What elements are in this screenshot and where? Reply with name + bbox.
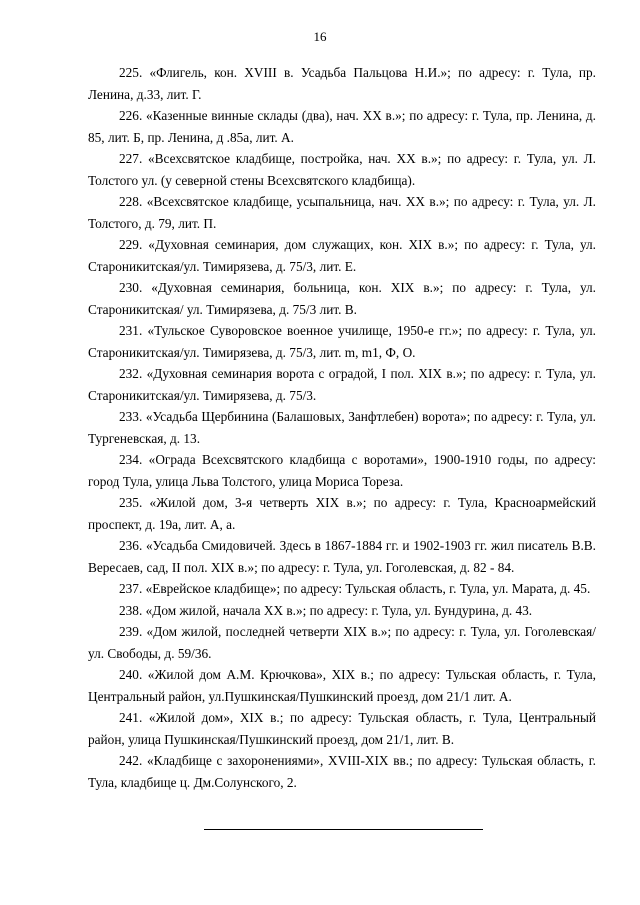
- page-number: 16: [313, 29, 327, 44]
- entry-number: 229.: [119, 237, 143, 252]
- entry-number: 239.: [119, 624, 143, 639]
- entry-text: «Жилой дом, 3-я четверть XIX в.»; по адресу: г. Тула, Красноармейский проспект, д. 19а, лит. А, а.: [88, 495, 597, 532]
- list-item: [88, 62, 596, 105]
- entry-text: «Жилой дом А.М. Крючкова», XIX в.; по адресу: Тульская область, г. Тула, Центральный район, ул.Пушкинская/Пушкинский проезд, дом 21/1 лит. А.: [88, 667, 597, 704]
- entry-text: «Духовная семинария, дом служащих, кон. XIX в.»; по адресу: г. Тула, ул. Староникитская/ул. Тимирязева, д. 75/3, лит. Е.: [88, 237, 597, 274]
- entry-number: 225.: [119, 65, 143, 80]
- list-item: [88, 535, 596, 578]
- list-item: [88, 234, 596, 277]
- list-item: [88, 277, 596, 320]
- list-item: [88, 320, 596, 363]
- entry-number: 236.: [119, 538, 143, 553]
- entry-number: 237.: [119, 581, 143, 596]
- entry-number: 238.: [119, 602, 143, 618]
- entry-text: «Ограда Всехсвятского кладбища с воротами», 1900-1910 годы, по адресу: город Тула, улица Льва Толстого, улица Мориса Тореза.: [88, 452, 596, 489]
- list-item: [88, 406, 596, 449]
- entry-number: 227.: [119, 151, 143, 166]
- entry-number: 232.: [119, 366, 143, 381]
- entry-text: «Флигель, кон. XVIII в. Усадьба Пальцова Н.И.»; по адресу: г. Тула, пр. Ленина, д.33, лит. Г.: [88, 65, 596, 102]
- entry-number: 230.: [119, 280, 143, 295]
- entry-text: «Дом жилой, последней четверти XIX в.»; по адресу: г. Тула, ул. Гоголевская/ ул. Свободы, д. 59/36.: [88, 624, 596, 661]
- entry-text: «Духовная семинария, больница, кон. XIX в.»; по адресу: г. Тула, ул. Староникитская/ ул. Тимирязева, д. 75/3 лит. В.: [88, 280, 597, 317]
- entry-text: «Еврейское кладбище»; по адресу: Тульская область, г. Тула, ул. Марата, д. 45.: [145, 581, 591, 596]
- list-item: [88, 363, 596, 406]
- entry-text: «Кладбище с захоронениями», XVIII-XIX вв.; по адресу: Тульская область, г. Тула, кладбище ц. Дм.Солунского, 2.: [88, 753, 596, 790]
- list-item: [88, 148, 596, 191]
- entry-text: «Духовная семинария ворота с оградой, I пол. XIX в.»; по адресу: г. Тула, ул. Староникитская/ул. Тимирязева, д. 75/3.: [88, 366, 597, 403]
- entry-text: «Всехсвятское кладбище, постройка, нач. XX в.»; по адресу: г. Тула, ул. Л. Толстого ул. (у северной стены Всехсвятского кладбища).: [88, 151, 596, 188]
- entry-number: 242.: [119, 753, 143, 768]
- list-item: [88, 449, 596, 492]
- entry-text: «Казенные винные склады (два), нач. XX в.»; по адресу: г. Тула, пр. Ленина, д. 85, лит. Б, пр. Ленина, д .85а, лит. А.: [88, 108, 596, 145]
- entry-text: «Жилой дом», XIX в.; по адресу: Тульская область, г. Тула, Центральный район, улица Пушкинская/Пушкинский проезд, дом 21/1, лит. В.: [88, 710, 596, 747]
- list-item: [88, 492, 596, 535]
- footer-separator-line: [204, 829, 483, 830]
- list-item: [88, 664, 596, 707]
- entry-number: 233.: [119, 409, 143, 424]
- list-item: [88, 105, 596, 148]
- entry-text: «Усадьба Щербинина (Балашовых, Занфтлебен) ворота»; по адресу: г. Тула, ул. Тургеневская, д. 13.: [88, 409, 596, 446]
- list-item: [88, 707, 596, 750]
- entry-number: 235.: [119, 495, 143, 510]
- entry-number: 226.: [119, 108, 143, 123]
- list-item: [88, 191, 596, 234]
- list-item: [88, 750, 596, 793]
- list-item: [88, 621, 596, 664]
- entry-text: «Тульское Суворовское военное училище, 1950-е гг.»; по адресу: г. Тула, ул. Староникитская/ул. Тимирязева, д. 75/3, лит. m, m1, Ф, О.: [88, 323, 596, 360]
- entry-text: «Дом жилой, начала XX в.»; по адресу: г. Тула, ул. Бундурина, д. 43.: [145, 602, 533, 618]
- entry-number: 228.: [119, 194, 143, 209]
- list-item: [88, 578, 596, 600]
- list-item: [88, 600, 596, 622]
- entry-number: 240.: [119, 667, 143, 682]
- entry-number: 234.: [119, 452, 143, 467]
- entry-number: 231.: [119, 323, 143, 338]
- entry-list: [88, 62, 596, 793]
- entry-text: «Усадьба Смидовичей. Здесь в 1867-1884 гг. и 1902-1903 гг. жил писатель В.В. Вересаев, сад, II пол. XIX в.»; по адресу: г. Тула, ул. Гоголевская, д. 82 - 84.: [88, 538, 596, 575]
- entry-text: «Всехсвятское кладбище, усыпальница, нач. XX в.»; по адресу: г. Тула, ул. Л. Толстого, д. 79, лит. П.: [88, 194, 596, 231]
- entry-number: 241.: [119, 710, 143, 725]
